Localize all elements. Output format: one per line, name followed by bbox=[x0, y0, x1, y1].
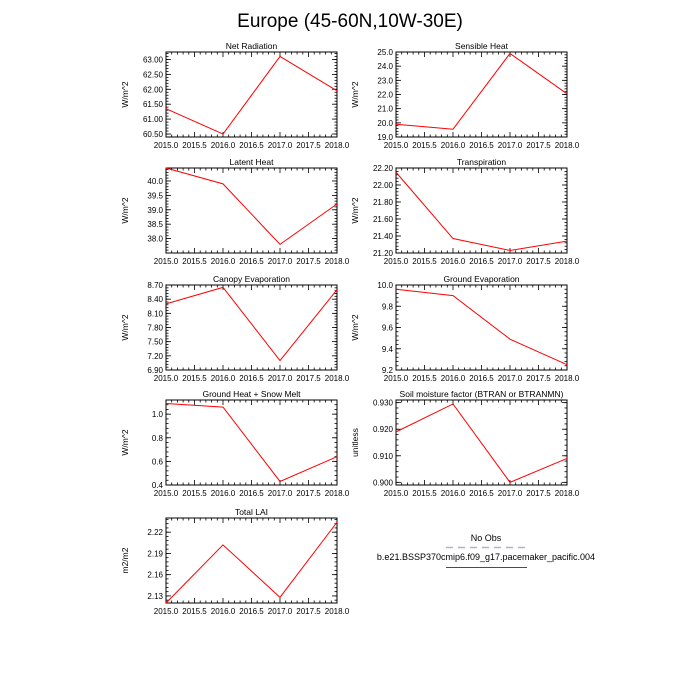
y-axis-label: W/m^2 bbox=[120, 81, 130, 108]
x-tick-label: 2017.0 bbox=[497, 257, 523, 266]
legend bbox=[377, 533, 595, 568]
plot-frame bbox=[166, 285, 337, 370]
y-tick-label: 23.0 bbox=[377, 76, 393, 86]
x-tick-label: 2015.0 bbox=[153, 374, 179, 383]
y-axis-label: W/m^2 bbox=[120, 314, 130, 341]
x-tick-label: 2018.0 bbox=[554, 257, 580, 266]
x-tick-label: 2017.0 bbox=[267, 374, 293, 383]
y-tick-label: 61.00 bbox=[142, 115, 163, 125]
x-tick-label: 2016.5 bbox=[469, 257, 494, 266]
chart-panel-8 bbox=[350, 389, 580, 498]
x-tick-label: 2015.5 bbox=[182, 374, 207, 383]
chart-panel-2 bbox=[350, 41, 580, 150]
y-tick-label: 39.0 bbox=[147, 205, 163, 215]
x-tick-label: 2015.5 bbox=[182, 489, 207, 498]
y-tick-label: 39.5 bbox=[147, 191, 163, 201]
series-line bbox=[166, 168, 337, 244]
x-tick-label: 2016.5 bbox=[469, 141, 494, 150]
y-tick-label: 0.4 bbox=[151, 481, 163, 490]
y-tick-label: 9.2 bbox=[381, 366, 393, 375]
y-tick-label: 0.900 bbox=[372, 478, 393, 488]
series-line bbox=[396, 53, 567, 129]
chart-panel-1 bbox=[120, 41, 350, 150]
plot-frame bbox=[396, 285, 567, 370]
legend-obs-label: No Obs bbox=[470, 533, 502, 543]
y-tick-label: 8.10 bbox=[147, 309, 163, 319]
y-tick-label: 19.0 bbox=[377, 133, 393, 142]
y-tick-label: 21.20 bbox=[372, 249, 393, 258]
y-tick-label: 0.8 bbox=[151, 433, 163, 443]
y-tick-label: 2.13 bbox=[147, 591, 163, 601]
chart-panel-5 bbox=[120, 274, 350, 383]
x-tick-label: 2015.5 bbox=[412, 374, 437, 383]
x-tick-label: 2017.5 bbox=[296, 257, 321, 266]
y-tick-label: 21.80 bbox=[372, 198, 393, 207]
y-tick-label: 20.0 bbox=[377, 118, 393, 128]
y-tick-label: 10.0 bbox=[377, 281, 393, 290]
x-tick-label: 2015.5 bbox=[182, 257, 207, 266]
x-tick-label: 2016.0 bbox=[210, 607, 236, 616]
x-tick-label: 2018.0 bbox=[324, 489, 350, 498]
plot-frame bbox=[166, 518, 337, 603]
x-tick-label: 2015.5 bbox=[412, 141, 437, 150]
x-tick-label: 2017.5 bbox=[296, 374, 321, 383]
series-line bbox=[396, 404, 567, 482]
x-tick-label: 2018.0 bbox=[324, 257, 350, 266]
y-tick-label: 22.0 bbox=[377, 90, 393, 100]
x-tick-label: 2015.0 bbox=[383, 489, 409, 498]
x-tick-label: 2016.5 bbox=[239, 374, 264, 383]
x-tick-label: 2018.0 bbox=[324, 374, 350, 383]
y-tick-label: 22.20 bbox=[372, 164, 393, 173]
x-tick-label: 2015.0 bbox=[383, 374, 409, 383]
x-tick-label: 2017.0 bbox=[267, 607, 293, 616]
y-tick-label: 9.6 bbox=[381, 323, 393, 333]
y-tick-label: 24.0 bbox=[377, 62, 393, 72]
y-tick-label: 7.20 bbox=[147, 351, 163, 361]
y-tick-label: 40.0 bbox=[147, 176, 163, 186]
plot-frame bbox=[166, 400, 337, 485]
x-tick-label: 2017.0 bbox=[267, 257, 293, 266]
x-tick-label: 2017.5 bbox=[526, 141, 551, 150]
x-tick-label: 2016.0 bbox=[210, 141, 236, 150]
x-tick-label: 2016.5 bbox=[239, 257, 264, 266]
y-tick-label: 21.40 bbox=[372, 232, 393, 241]
y-tick-label: 21.0 bbox=[377, 104, 393, 114]
x-tick-label: 2015.5 bbox=[182, 141, 207, 150]
x-tick-label: 2015.5 bbox=[412, 489, 437, 498]
x-tick-label: 2016.0 bbox=[210, 374, 236, 383]
x-tick-label: 2015.5 bbox=[182, 607, 207, 616]
panel-title: Canopy Evaporation bbox=[212, 274, 291, 284]
x-tick-label: 2016.5 bbox=[239, 141, 264, 150]
plot-frame bbox=[396, 52, 567, 137]
y-tick-label: 8.70 bbox=[147, 281, 163, 290]
legend-model-label: b.e21.BSSP370cmip6.f09_g17.pacemaker_pacific.004 bbox=[376, 552, 596, 562]
y-tick-label: 25.0 bbox=[377, 48, 393, 57]
x-tick-label: 2015.0 bbox=[153, 607, 179, 616]
x-tick-label: 2017.0 bbox=[497, 374, 523, 383]
y-tick-label: 21.60 bbox=[372, 215, 393, 224]
x-tick-label: 2018.0 bbox=[554, 141, 580, 150]
x-tick-label: 2016.5 bbox=[239, 607, 264, 616]
y-tick-label: 8.40 bbox=[147, 295, 163, 305]
x-tick-label: 2016.5 bbox=[469, 489, 494, 498]
y-tick-label: 0.6 bbox=[151, 457, 163, 467]
y-axis-label: unitless bbox=[350, 428, 360, 457]
y-tick-label: 63.00 bbox=[142, 55, 163, 65]
x-tick-label: 2017.0 bbox=[267, 141, 293, 150]
x-tick-label: 2016.0 bbox=[440, 374, 466, 383]
y-tick-label: 1.0 bbox=[151, 410, 163, 420]
x-tick-label: 2016.0 bbox=[440, 489, 466, 498]
panel-title: Total LAI bbox=[234, 507, 269, 517]
x-tick-label: 2017.5 bbox=[296, 607, 321, 616]
chart-panel-3 bbox=[120, 157, 350, 266]
y-axis-label: W/m^2 bbox=[350, 314, 360, 341]
x-tick-label: 2017.5 bbox=[296, 489, 321, 498]
series-line bbox=[166, 287, 337, 360]
panel-title: Net Radiation bbox=[225, 41, 278, 51]
x-tick-label: 2017.0 bbox=[497, 141, 523, 150]
y-axis-label: m2/m2 bbox=[120, 547, 130, 574]
chart-panel-6 bbox=[350, 274, 580, 383]
x-tick-label: 2017.5 bbox=[526, 374, 551, 383]
x-tick-label: 2016.5 bbox=[469, 374, 494, 383]
y-tick-label: 0.930 bbox=[372, 398, 393, 408]
x-tick-label: 2017.0 bbox=[497, 489, 523, 498]
series-line bbox=[396, 172, 567, 250]
x-tick-label: 2017.0 bbox=[267, 489, 293, 498]
panel-title: Latent Heat bbox=[229, 157, 274, 167]
y-axis-label: W/m^2 bbox=[350, 81, 360, 108]
x-tick-label: 2015.0 bbox=[383, 141, 409, 150]
x-tick-label: 2015.0 bbox=[153, 489, 179, 498]
y-axis-label: W/m^2 bbox=[120, 429, 130, 456]
y-tick-label: 9.4 bbox=[381, 344, 393, 354]
y-tick-label: 38.0 bbox=[147, 234, 163, 244]
panel-title: Ground Evaporation bbox=[443, 274, 520, 284]
series-line bbox=[396, 289, 567, 364]
x-tick-label: 2018.0 bbox=[324, 607, 350, 616]
series-line bbox=[166, 522, 337, 603]
chart-panel-4 bbox=[350, 157, 580, 266]
y-tick-label: 60.50 bbox=[142, 130, 163, 140]
y-tick-label: 7.80 bbox=[147, 323, 163, 333]
chart-panel-7 bbox=[120, 389, 350, 498]
x-tick-label: 2017.5 bbox=[526, 257, 551, 266]
x-tick-label: 2015.5 bbox=[412, 257, 437, 266]
x-tick-label: 2017.5 bbox=[526, 489, 551, 498]
series-line bbox=[166, 56, 337, 134]
x-tick-label: 2018.0 bbox=[324, 141, 350, 150]
y-tick-label: 0.910 bbox=[372, 451, 393, 461]
y-tick-label: 2.22 bbox=[147, 528, 163, 538]
figure-title: Europe (45-60N,10W-30E) bbox=[237, 11, 463, 32]
y-axis-label: W/m^2 bbox=[350, 197, 360, 224]
series-line bbox=[166, 404, 337, 482]
y-tick-label: 9.8 bbox=[381, 302, 393, 312]
panel-title: Soil moisture factor (BTRAN or BTRANMN) bbox=[399, 389, 564, 399]
x-tick-label: 2016.0 bbox=[210, 489, 236, 498]
panel-title: Ground Heat + Snow Melt bbox=[202, 389, 301, 399]
x-tick-label: 2015.0 bbox=[383, 257, 409, 266]
y-tick-label: 22.00 bbox=[372, 181, 393, 190]
y-axis-label: W/m^2 bbox=[120, 197, 130, 224]
x-tick-label: 2016.0 bbox=[210, 257, 236, 266]
x-tick-label: 2018.0 bbox=[554, 489, 580, 498]
x-tick-label: 2015.0 bbox=[153, 141, 179, 150]
y-tick-label: 62.50 bbox=[142, 70, 163, 80]
plot-frame bbox=[396, 168, 567, 253]
y-tick-label: 62.00 bbox=[142, 85, 163, 95]
plot-frame bbox=[166, 168, 337, 253]
x-tick-label: 2016.5 bbox=[239, 489, 264, 498]
x-tick-label: 2017.5 bbox=[296, 141, 321, 150]
x-tick-label: 2015.0 bbox=[153, 257, 179, 266]
y-tick-label: 7.50 bbox=[147, 337, 163, 347]
chart-panel-9 bbox=[120, 507, 350, 616]
y-tick-label: 38.5 bbox=[147, 220, 163, 230]
panels bbox=[120, 41, 580, 616]
panel-title: Transpiration bbox=[456, 157, 507, 167]
y-tick-label: 2.16 bbox=[147, 570, 163, 580]
y-tick-label: 61.50 bbox=[142, 100, 163, 110]
x-tick-label: 2016.0 bbox=[440, 141, 466, 150]
y-tick-label: 0.920 bbox=[372, 425, 393, 435]
panel-title: Sensible Heat bbox=[455, 41, 508, 51]
y-tick-label: 6.90 bbox=[147, 366, 163, 375]
x-tick-label: 2016.0 bbox=[440, 257, 466, 266]
y-tick-label: 2.19 bbox=[147, 549, 163, 559]
x-tick-label: 2018.0 bbox=[554, 374, 580, 383]
